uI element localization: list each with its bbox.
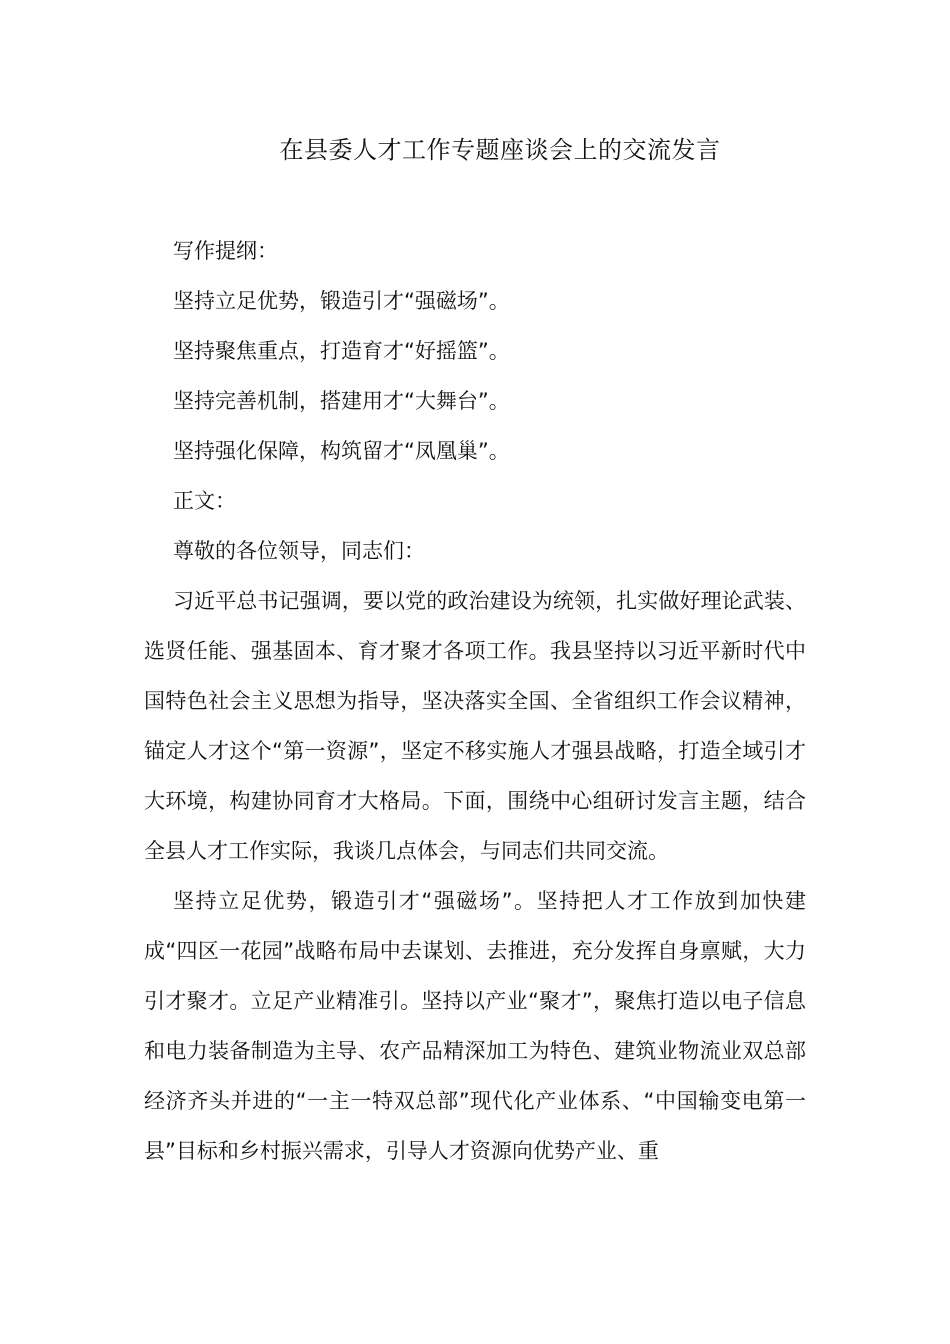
document-title: 在县委人才工作专题座谈会上的交流发言: [279, 136, 721, 164]
outline-item: 坚持完善机制，搭建用才“大舞台”。: [173, 389, 510, 413]
body-heading: 正文：: [173, 489, 236, 513]
outline-item: 坚持立足优势，锻造引才“强磁场”。: [173, 289, 510, 313]
outline-item: 坚持聚焦重点，打造育才“好摇篮”。: [173, 339, 510, 363]
outline-section: [144, 226, 806, 576]
salutation: 尊敬的各位领导，同志们：: [173, 539, 425, 563]
outline-heading: 写作提纲：: [173, 239, 278, 263]
body-paragraph: 习近平总书记强调，要以党的政治建设为统领，扎实做好理论武装、选贤任能、强基固本、育才聚才各项工作。我县坚持以习近平新时代中国特色社会主义思想为指导，坚决落实全国、全省组织工作会议精神，锚定人才这个“第一资源”，坚定不移实施人才强县战略，打造全域引才大环境，构建协同育才大格局。下面，围绕中心组研讨发言主题，结合全县人才工作实际，我谈几点体会，与同志们共同交流。: [144, 589, 806, 863]
body-paragraph: 坚持立足优势，锻造引才“强磁场”。坚持把人才工作放到加快建成“四区一花园”战略布局中去谋划、去推进，充分发挥自身禀赋，大力引才聚才。立足产业精准引。坚持以产业“聚才”，聚焦打造以电子信息和电力装备制造为主导、农产品精深加工为特色、建筑业物流业双总部经济齐头并进的“一主一特双总部”现代化产业体系、“中国输变电第一县”目标和乡村振兴需求，引导人才资源向优势产业、重: [144, 889, 806, 1163]
outline-item: 坚持强化保障，构筑留才“凤凰巢”。: [173, 439, 510, 463]
body-section: [144, 576, 806, 1176]
